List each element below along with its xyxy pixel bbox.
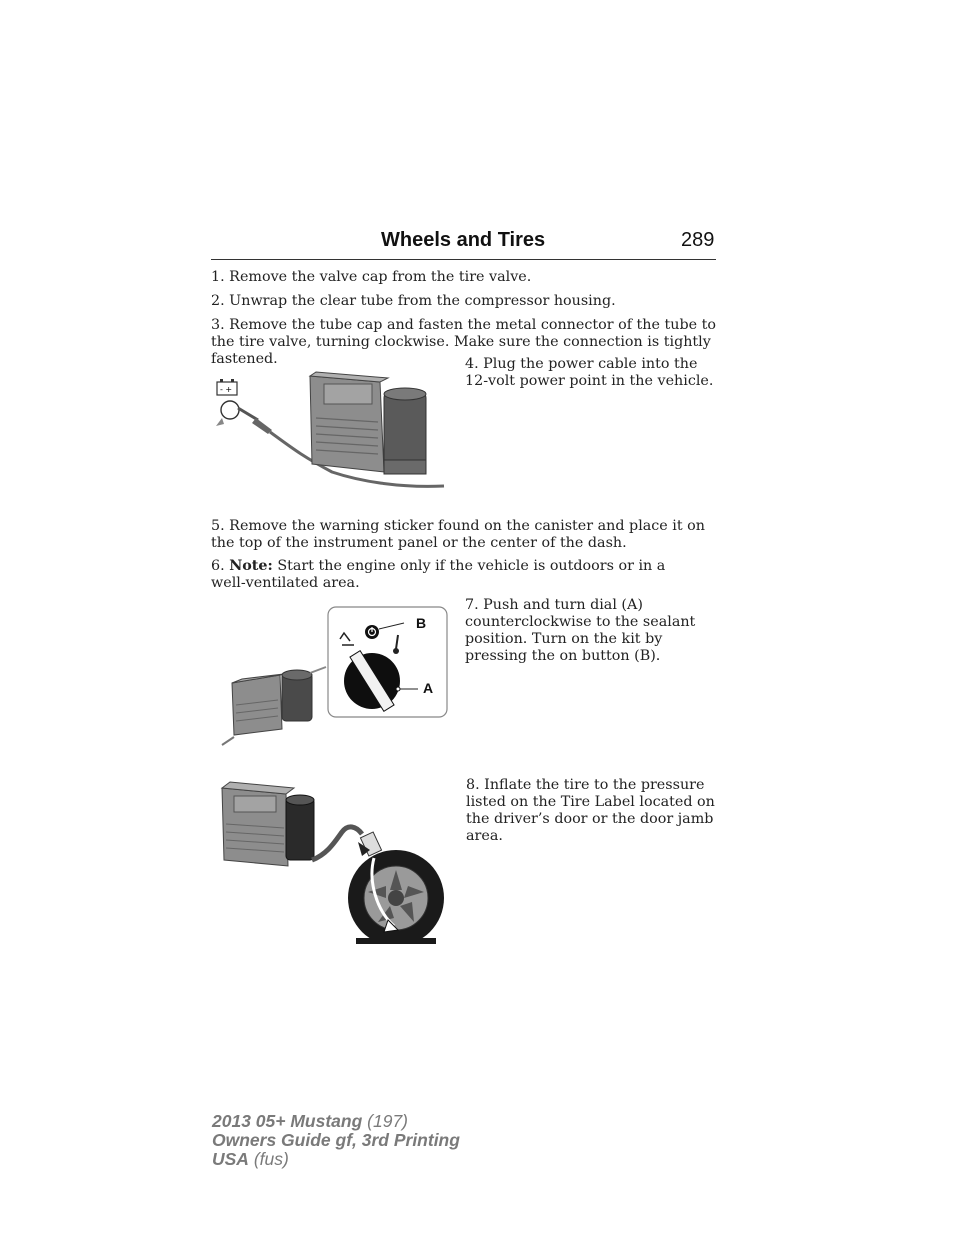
step-3: 3. Remove the tube cap and fasten the metal connector of the tube to the tire valve, turning clockwise. Make sure the connection is tightly fastened.	[211, 317, 716, 367]
step-6-text: Start the engine only if the vehicle is outdoors or in a well-ventilated area.	[211, 558, 666, 591]
inflate-tire-figure	[218, 780, 448, 944]
step-7: 7. Push and turn dial (A) counterclockwise to the sealant position. Turn on the kit by pressing the on button (B).	[465, 597, 696, 664]
footer-market: USA	[212, 1149, 249, 1169]
battery-icon	[217, 379, 237, 395]
step-5: 5. Remove the warning sticker found on the canister and place it on the top of the instrument panel or the center of the dash.	[211, 518, 705, 551]
compressor-body	[310, 372, 426, 474]
step-6-number: 6.	[211, 558, 225, 574]
footer-guide: Owners Guide gf, 3rd Printing	[212, 1130, 460, 1150]
section-title: Wheels and Tires	[381, 229, 546, 251]
step-6	[211, 558, 681, 592]
compressor-power-figure	[212, 368, 447, 492]
step-4: 4. Plug the power cable into the 12-volt power point in the vehicle.	[465, 356, 714, 389]
compressor-inflate	[222, 782, 314, 866]
dial-label-a: A	[423, 680, 434, 696]
footer	[212, 1112, 460, 1169]
power-plug-icon	[216, 401, 272, 434]
step-1: 1. Remove the valve cap from the tire valve.	[211, 269, 532, 285]
dial-figure	[220, 605, 452, 747]
power-button-icon	[365, 625, 379, 639]
step-6-note-label: Note:	[229, 558, 273, 574]
footer-model: 2013 05+ Mustang	[212, 1111, 363, 1131]
footer-model-code: (197)	[367, 1111, 409, 1131]
footer-market-code: (fus)	[253, 1149, 289, 1169]
svg-text:- +: - +	[220, 385, 233, 394]
compressor-small	[222, 667, 326, 745]
dial-label-b: B	[416, 615, 427, 631]
page-number: 289	[681, 229, 715, 251]
step-2: 2. Unwrap the clear tube from the compressor housing.	[211, 293, 616, 309]
header-rule	[211, 259, 716, 260]
step-8: 8. Inflate the tire to the pressure listed on the Tire Label located on the driver’s door or the door jamb area.	[466, 777, 715, 844]
